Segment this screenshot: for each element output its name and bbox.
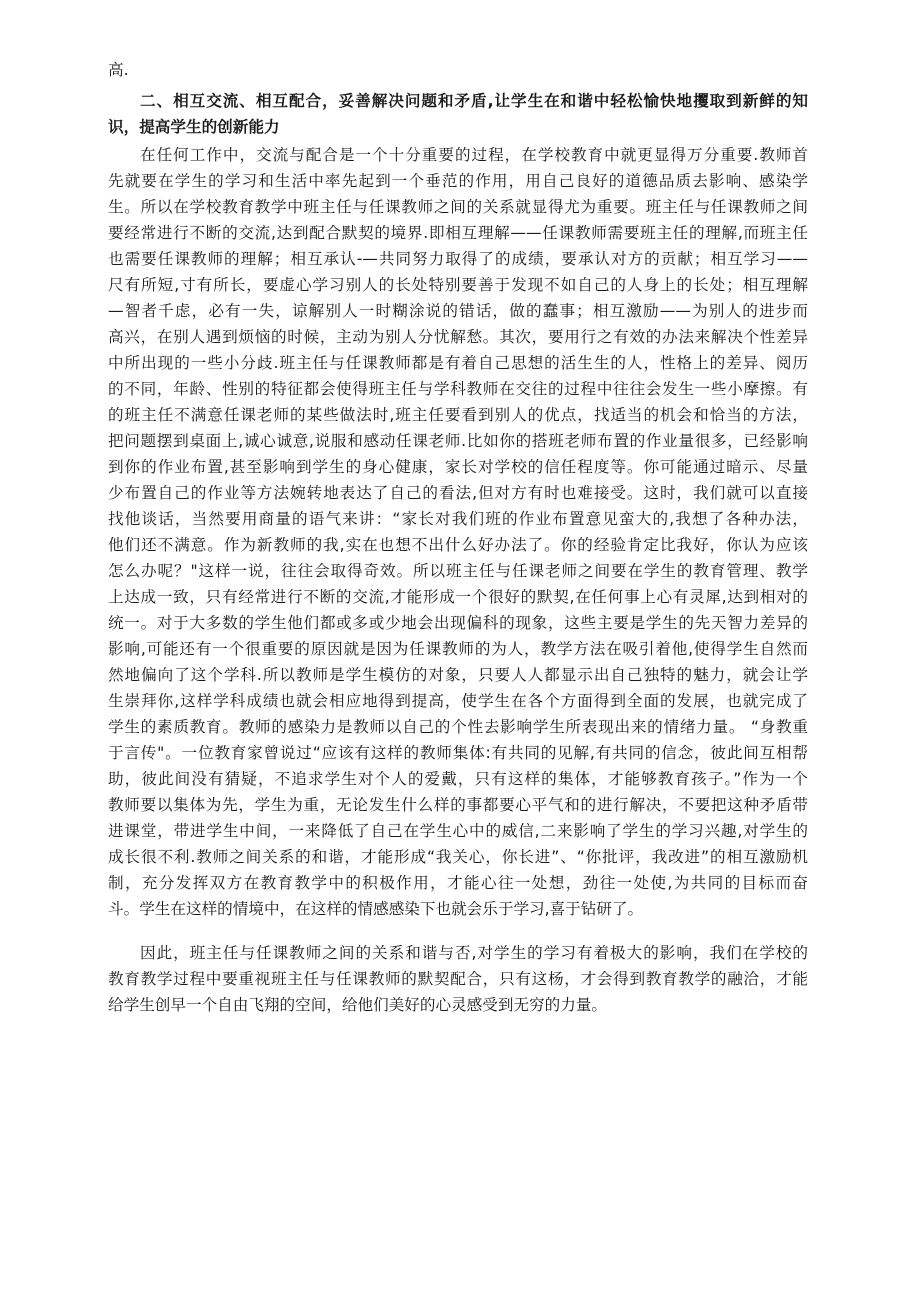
- paragraph1-line: 成长很不利.教师之间关系的和谐，才能形成“我关心，你长进”、“你批评，我改进”的相互激励机: [108, 848, 808, 866]
- paragraph1-line: 学生的素质教育。教师的感染力是教师以自己的个性去影响学生所表现出来的情绪力量。 “身教重: [108, 718, 808, 736]
- section-heading-line-1: 二、相互交流、相互配合，妥善解决问题和矛盾,让学生在和谐中轻松愉快地攫取到新鲜的知: [140, 92, 808, 110]
- continuation-line: 高.: [108, 61, 129, 79]
- paragraph1-line: 中所出现的一些小分歧.班主任与任课教师都是有着自己思想的活生生的人，性格上的差异、阅历: [108, 354, 808, 372]
- paragraph2-line: 给学生创早一个自由飞翔的空间，给他们美好的心灵感受到无穷的力量。: [108, 996, 608, 1014]
- paragraph1-line: 的不同，年龄、性别的特征都会使得班主任与学科教师在交往的过程中往往会发生一些小摩擦。有: [108, 380, 808, 398]
- paragraph1-line: 也需要任课教师的理解；相互承认-—共同努力取得了的成绩，要承认对方的贡献；相互学习——: [108, 250, 808, 268]
- paragraph1-line: 把问题摆到桌面上,诚心诚意,说服和感动任课老师.比如你的搭班老师布置的作业量很多，已经影响: [108, 432, 808, 450]
- paragraph1-line: 然地偏向了这个学科.所以教师是学生模仿的对象，只要人人都显示出自己独特的魅力，就会让学: [108, 666, 808, 684]
- paragraph1-line: 他们还不满意。作为新教师的我,实在也想不出什么好办法了。你的经验肯定比我好，你认为应该: [108, 536, 808, 554]
- paragraph1-line: 的班主任不满意任课老师的某些做法时,班主任要看到别人的优点，找适当的机会和恰当的方法，: [108, 406, 808, 424]
- paragraph1-line: —智者千虑，必有一失，谅解别人一时糊涂说的错话，做的蠢事；相互激励——为别人的进步而: [108, 302, 808, 320]
- paragraph1-line: 助，彼此间没有猜疑，不追求学生对个人的爱戴，只有这样的集体，才能够教育孩子。”作为一个: [108, 770, 808, 788]
- paragraph1-line: 生崇拜你,这样学科成绩也就会相应地得到提高，使学生在各个方面得到全面的发展，也就完成了: [108, 692, 808, 710]
- paragraph1-line: 生。所以在学校教育教学中班主任与任课教师之间的关系就显得尤为重要。班主任与任课教师之间: [108, 198, 808, 216]
- paragraph2-line: 教育教学过程中要重视班主任与任课教师的默契配合，只有这杨，才会得到教育教学的融洽，才能: [108, 970, 808, 988]
- paragraph1-line: 影响,可能还有一个很重要的原因就是因为任课教师的为人，教学方法在吸引着他,使得学生自然而: [108, 640, 808, 658]
- paragraph1-line: 怎么办呢？"这样一说，往往会取得奇效。所以班主任与任课老师之间要在学生的教育管理、教学: [108, 562, 808, 580]
- paragraph1-line: 找他谈话，当然要用商量的语气来讲：“家长对我们班的作业布置意见蛮大的,我想了各种办法，: [108, 510, 808, 528]
- paragraph1-line: 上达成一致，只有经常进行不断的交流,才能形成一个很好的默契,在任何事上心有灵犀,达到相对的: [108, 588, 808, 606]
- paragraph2-line: 因此，班主任与任课教师之间的关系和谐与否,对学生的学习有着极大的影响，我们在学校的: [140, 944, 808, 962]
- paragraph1-line: 要经常进行不断的交流,达到配合默契的境界.即相互理解——任课教师需要班主任的理解,而班主任: [108, 224, 808, 242]
- paragraph1-line: 统一。对于大多数的学生他们都或多或少地会出现偏科的现象，这些主要是学生的先天智力差异的: [108, 614, 808, 632]
- paragraph1-line: 教师要以集体为先，学生为重，无论发生什么样的事都要心平气和的进行解决，不要把这种矛盾带: [108, 796, 808, 814]
- paragraph1-line: 尺有所短,寸有所长，要虚心学习别人的长处特别要善于发现不如自己的人身上的长处；相互理解: [108, 276, 808, 294]
- paragraph1-line: 少布置自己的作业等方法婉转地表达了自己的看法,但对方有时也难接受。这时，我们就可以直接: [108, 484, 808, 502]
- section-heading-line-2: 识，提高学生的创新能力: [108, 118, 280, 136]
- paragraph1-line: 进课堂，带进学生中间，一来降低了自己在学生心中的威信,二来影响了学生的学习兴趣,对学生的: [108, 822, 808, 840]
- paragraph1-line: 制，充分发挥双方在教育教学中的积极作用，才能心往一处想，劲往一处使,为共同的目标而奋: [108, 874, 808, 892]
- paragraph1-line: 先就要在学生的学习和生活中率先起到一个垂范的作用，用自己良好的道德品质去影响、感染学: [108, 172, 808, 190]
- paragraph1-line: 高兴，在别人遇到烦恼的时候，主动为别人分忧解愁。其次，要用行之有效的办法来解决个性差异: [108, 328, 808, 346]
- paragraph1-line: 斗。学生在这样的情境中，在这样的情感感染下也就会乐于学习,喜于钻研了。: [108, 900, 644, 918]
- paragraph1-line: 在任何工作中，交流与配合是一个十分重要的过程，在学校教育中就更显得万分重要.教师首: [140, 146, 808, 164]
- paragraph1-line: 到你的作业布置,甚至影响到学生的身心健康，家长对学校的信任程度等。你可能通过暗示、尽量: [108, 458, 808, 476]
- paragraph1-line: 于言传"。一位教育家曾说过“应该有这样的教师集体:有共同的见解,有共同的信念，彼此间互相帮: [108, 744, 808, 762]
